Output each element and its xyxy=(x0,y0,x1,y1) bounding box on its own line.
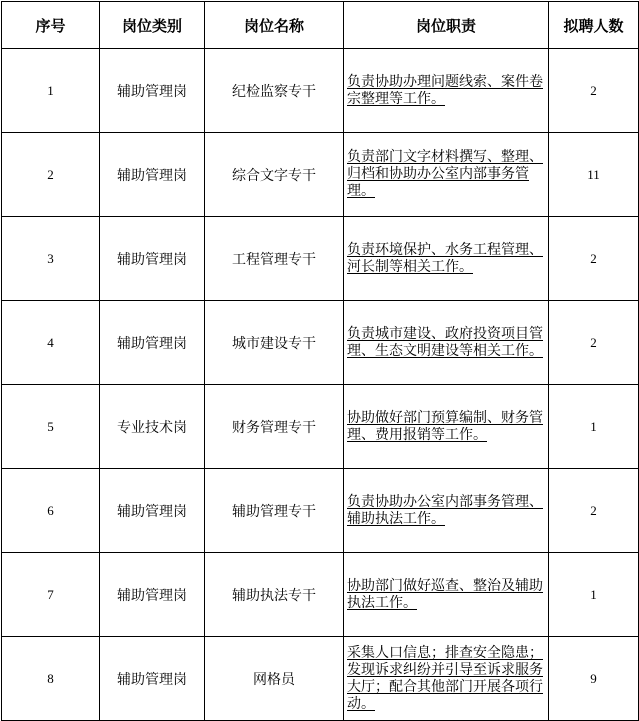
cell-no: 3 xyxy=(2,217,100,301)
cell-duty: 负责协助办公室内部事务管理、辅助执法工作。 xyxy=(344,469,549,553)
header-count: 拟聘人数 xyxy=(549,2,639,49)
cell-category: 辅助管理岗 xyxy=(100,49,205,133)
cell-category: 辅助管理岗 xyxy=(100,469,205,553)
cell-count: 9 xyxy=(549,637,639,721)
cell-name: 综合文字专干 xyxy=(205,133,344,217)
cell-name: 财务管理专干 xyxy=(205,385,344,469)
cell-count: 2 xyxy=(549,217,639,301)
header-category: 岗位类别 xyxy=(100,2,205,49)
cell-category: 辅助管理岗 xyxy=(100,217,205,301)
table-row xyxy=(2,301,639,385)
cell-no: 2 xyxy=(2,133,100,217)
cell-name: 辅助执法专干 xyxy=(205,553,344,637)
cell-category: 辅助管理岗 xyxy=(100,301,205,385)
cell-name: 城市建设专干 xyxy=(205,301,344,385)
cell-no: 1 xyxy=(2,49,100,133)
cell-category: 专业技术岗 xyxy=(100,385,205,469)
table-row xyxy=(2,469,639,553)
cell-duty: 协助部门做好巡查、整治及辅助执法工作。 xyxy=(344,553,549,637)
header-name: 岗位名称 xyxy=(205,2,344,49)
cell-duty: 负责部门文字材料撰写、整理、归档和协助办公室内部事务管理。 xyxy=(344,133,549,217)
cell-no: 5 xyxy=(2,385,100,469)
cell-no: 4 xyxy=(2,301,100,385)
cell-name: 工程管理专干 xyxy=(205,217,344,301)
cell-count: 1 xyxy=(549,385,639,469)
cell-duty: 负责城市建设、政府投资项目管理、生态文明建设等相关工作。 xyxy=(344,301,549,385)
cell-count: 2 xyxy=(549,469,639,553)
cell-count: 1 xyxy=(549,553,639,637)
cell-count: 2 xyxy=(549,301,639,385)
cell-no: 6 xyxy=(2,469,100,553)
table-row xyxy=(2,217,639,301)
cell-category: 辅助管理岗 xyxy=(100,553,205,637)
table-row xyxy=(2,133,639,217)
cell-category: 辅助管理岗 xyxy=(100,637,205,721)
cell-name: 辅助管理专干 xyxy=(205,469,344,553)
cell-count: 2 xyxy=(549,49,639,133)
table-row xyxy=(2,553,639,637)
positions-table xyxy=(1,1,639,721)
table-row xyxy=(2,637,639,721)
header-no: 序号 xyxy=(2,2,100,49)
cell-name: 纪检监察专干 xyxy=(205,49,344,133)
header-duty: 岗位职责 xyxy=(344,2,549,49)
cell-no: 8 xyxy=(2,637,100,721)
cell-duty: 负责环境保护、水务工程管理、河长制等相关工作。 xyxy=(344,217,549,301)
cell-duty: 负责协助办理问题线索、案件卷宗整理等工作。 xyxy=(344,49,549,133)
cell-no: 7 xyxy=(2,553,100,637)
cell-duty: 协助做好部门预算编制、财务管理、费用报销等工作。 xyxy=(344,385,549,469)
header-row xyxy=(2,2,639,49)
table-row xyxy=(2,385,639,469)
table-row xyxy=(2,49,639,133)
cell-category: 辅助管理岗 xyxy=(100,133,205,217)
cell-count: 11 xyxy=(549,133,639,217)
cell-duty: 采集人口信息；排查安全隐患；发现诉求纠纷并引导至诉求服务大厅；配合其他部门开展各项行动。 xyxy=(344,637,549,721)
cell-name: 网格员 xyxy=(205,637,344,721)
